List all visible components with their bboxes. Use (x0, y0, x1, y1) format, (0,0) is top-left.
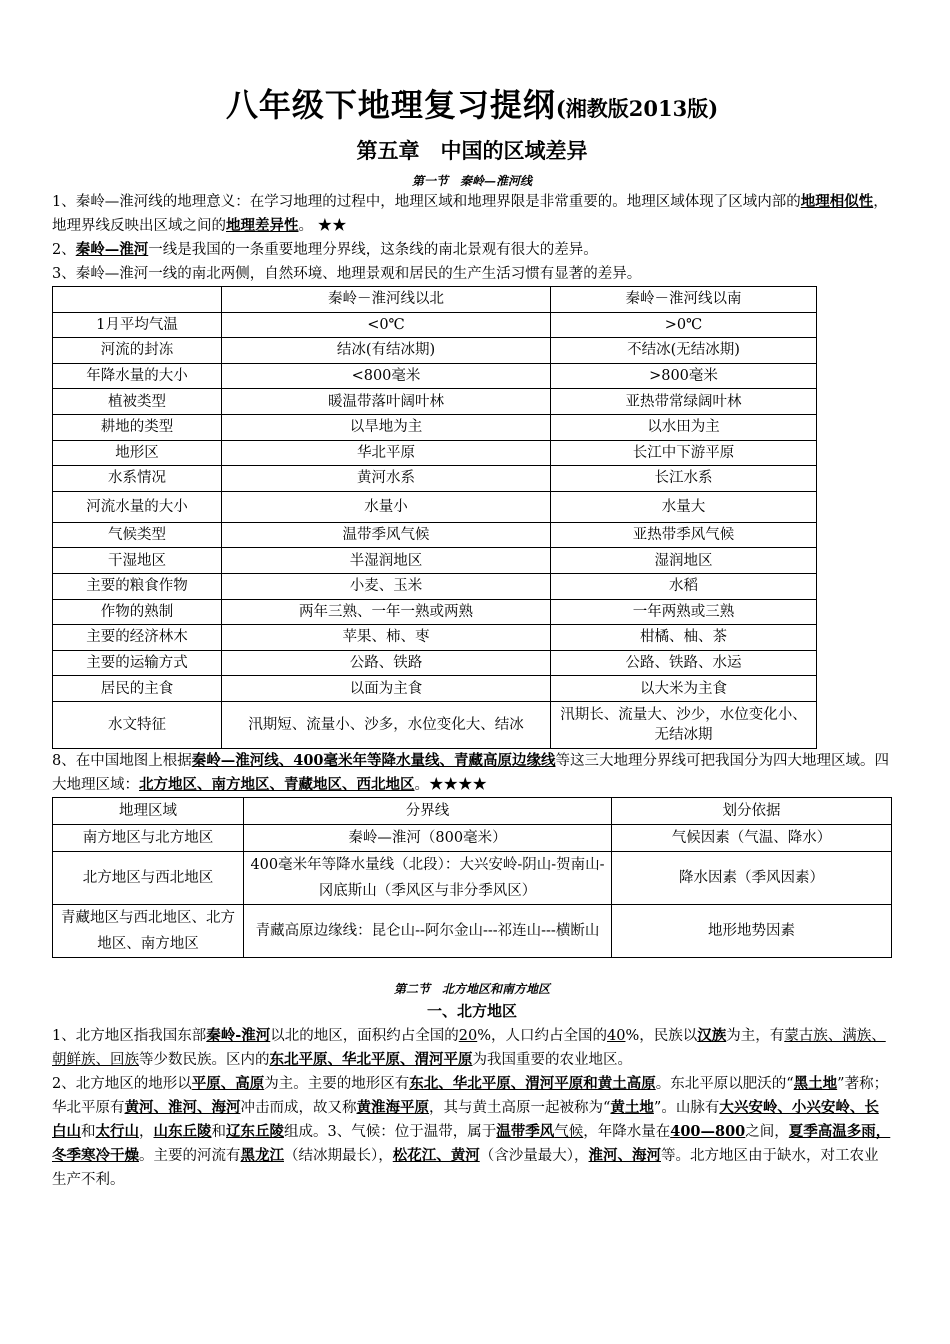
table-cell: 亚热带季风气候 (551, 522, 817, 548)
table-cell: 地形地势因素 (612, 904, 892, 957)
text-run: 等。北方地区由于缺水，对工农业生产不利。 (52, 1147, 879, 1188)
text-run: 温带季风 (496, 1122, 555, 1140)
table-cell: 公路、铁路 (222, 650, 551, 676)
table-cell: 公路、铁路、水运 (551, 650, 817, 676)
table-cell: 地形区 (53, 440, 222, 466)
table-row (53, 338, 817, 364)
section-heading-1: 第一节 秦岭—淮河线 (411, 174, 532, 188)
document-title (52, 84, 892, 130)
table-cell: 汛期长、流量大、沙少，水位变化小、无结冰期 (551, 701, 817, 748)
text-run: ，地理界线反映出区域之间的 (52, 194, 888, 234)
table-cell: 降水因素（季风因素） (612, 851, 892, 904)
table-cell: 以大米为主食 (551, 676, 817, 702)
table-cell: 河流的封冻 (53, 338, 222, 364)
table-row (53, 824, 892, 851)
table-cell: 主要的运输方式 (53, 650, 222, 676)
paragraph-2 (52, 238, 892, 262)
text-run: 和 (81, 1123, 96, 1140)
table-cell: <800毫米 (222, 363, 551, 389)
title-edition: (湘教版2013版) (555, 96, 719, 121)
text-run: 。 ★★ (298, 218, 347, 234)
table-row (53, 548, 817, 574)
table-cell: >800毫米 (551, 363, 817, 389)
table-row (53, 676, 817, 702)
text-run: 以北的地区，面积约占全国的 (270, 1027, 459, 1044)
subheading-north: 一、北方地区 (426, 1001, 517, 1020)
text-run: 和 (211, 1123, 226, 1140)
table-row (53, 440, 817, 466)
table-cell: 秦岭—淮河（800毫米） (244, 824, 612, 851)
text-run: 1、北方地区指我国东部 (52, 1027, 207, 1044)
table-cell: 两年三熟、一年一熟或两熟 (222, 599, 551, 625)
table-cell: 小麦、玉米 (222, 573, 551, 599)
table-cell: 长江中下游平原 (551, 440, 817, 466)
table-cell: 居民的主食 (53, 676, 222, 702)
north-paragraph-2 (52, 1072, 892, 1192)
text-run: 夏季高温多雨，冬季寒冷干燥 (52, 1122, 891, 1164)
table-cell: >0℃ (551, 312, 817, 338)
table-row (53, 312, 817, 338)
text-run: 蒙古族、满族、朝鲜族、回族 (52, 1027, 886, 1068)
text-run: 秦岭—淮河 (75, 241, 149, 258)
table-row (53, 389, 817, 415)
table-cell: 长江水系 (551, 466, 817, 492)
text-run: 淮河、海河 (588, 1146, 661, 1164)
table-cell: 以水田为主 (551, 414, 817, 440)
table-cell: 1月平均气温 (53, 312, 222, 338)
table-cell: 以旱地为主 (222, 414, 551, 440)
text-run: 地理相似性 (800, 193, 874, 210)
table-cell: 秦岭－淮河线以北 (222, 287, 551, 313)
table-cell: 结冰(有结冰期) (222, 338, 551, 364)
title-main: 八年级下地理复习提纲 (225, 86, 556, 124)
table-cell: 主要的粮食作物 (53, 573, 222, 599)
text-run: 秦岭-淮河 (206, 1026, 271, 1044)
text-run: 汉族 (697, 1026, 727, 1044)
table-cell: 水文特征 (53, 701, 222, 748)
text-run: 2、 (52, 242, 76, 258)
text-run: 2、北方地区的地形以 (52, 1075, 192, 1092)
table-row (53, 414, 817, 440)
text-run: 平原、高原 (191, 1074, 265, 1092)
table-row (53, 851, 892, 904)
text-run: 黄河、淮河、海河 (124, 1098, 241, 1116)
text-run: 40 (607, 1027, 626, 1044)
table-cell: 干湿地区 (53, 548, 222, 574)
text-run: 为我国重要的农业地区。 (472, 1051, 632, 1068)
table-cell: 黄河水系 (222, 466, 551, 492)
table-cell (53, 287, 222, 313)
comparison-table (52, 286, 817, 749)
text-run: 辽东丘陵 (226, 1122, 284, 1140)
table-cell: 华北平原 (222, 440, 551, 466)
text-run: ，年降水量在 (583, 1123, 671, 1140)
text-run: 气候 (554, 1123, 584, 1140)
table-cell: 气候因素（气温、降水） (612, 824, 892, 851)
text-run: 等这三大地理分界线可把我国分为四大地理区域。四大地理区域： (52, 752, 889, 793)
table-row (53, 363, 817, 389)
text-run: 。主要的河流有 (139, 1147, 241, 1164)
table-cell: 水量大 (551, 491, 817, 522)
table-cell: 地理区域 (53, 797, 244, 824)
text-run: 20 (458, 1027, 478, 1044)
table-cell: 秦岭－淮河线以南 (551, 287, 817, 313)
text-run: 北方地区、南方地区、青藏地区、西北地区 (139, 775, 415, 793)
text-run: 组成。3、气候：位于温带，属于 (284, 1123, 497, 1140)
text-run: 大兴安岭、小兴安岭、长白山 (52, 1098, 879, 1140)
table-cell: 水系情况 (53, 466, 222, 492)
text-run: 冲击而成，故又称 (240, 1099, 357, 1116)
table-cell: 400毫米年等降水量线（北段）：大兴安岭-阴山-贺南山-冈底斯山（季风区与非分季风区） (244, 851, 612, 904)
table-cell: 湿润地区 (551, 548, 817, 574)
text-run: （结冰期最长）， (284, 1147, 393, 1164)
text-run: 8、在中国地图上根据 (52, 752, 192, 769)
table-cell: 青藏地区与西北地区、北方地区、南方地区 (53, 904, 244, 957)
table-row (53, 573, 817, 599)
table-cell: 暖温带落叶阔叶林 (222, 389, 551, 415)
paragraph-3: 3、秦岭—淮河一线的南北两侧，自然环境、地理景观和居民的生产生活习惯有显著的差异。 (52, 266, 642, 282)
text-run: 黑土地 (793, 1074, 838, 1092)
region-table (52, 797, 892, 958)
table-row (53, 701, 817, 748)
text-run: 400—800 (670, 1122, 746, 1140)
table-cell: 年降水量的大小 (53, 363, 222, 389)
text-run: ”著称；华北平原有 (52, 1075, 889, 1116)
table-cell: 半湿润地区 (222, 548, 551, 574)
table-cell: 不结冰(无结冰期) (551, 338, 817, 364)
table-cell: 汛期短、流量小、沙多，水位变化大、结冰 (222, 701, 551, 748)
text-run: 。★★★★ (414, 776, 487, 793)
text-run: ，其与黄土高原一起被称为“ (429, 1099, 611, 1116)
table-cell: 水稻 (551, 573, 817, 599)
text-run: 为主，有 (726, 1027, 785, 1044)
text-run: %，民族以 (625, 1027, 698, 1044)
table-row (53, 599, 817, 625)
text-run: 黄土地 (610, 1098, 654, 1116)
text-run: 地理差异性 (226, 217, 299, 234)
text-run: 东北、华北平原、渭河平原和黄土高原 (409, 1074, 656, 1092)
table-cell: 以面为主食 (222, 676, 551, 702)
table-row (53, 650, 817, 676)
table-cell: 河流水量的大小 (53, 491, 222, 522)
table-cell: 一年两熟或三熟 (551, 599, 817, 625)
table-header-row (53, 287, 817, 313)
text-run: 松花江、黄河 (392, 1146, 480, 1164)
table-cell: 主要的经济林木 (53, 625, 222, 651)
text-run: 。东北平原以肥沃的“ (655, 1075, 794, 1092)
text-run: 黑龙江 (240, 1146, 284, 1164)
table-cell: 水量小 (222, 491, 551, 522)
north-paragraph-1 (52, 1024, 892, 1072)
table-cell: 南方地区与北方地区 (53, 824, 244, 851)
table-cell: <0℃ (222, 312, 551, 338)
table-cell: 划分依据 (612, 797, 892, 824)
document-page (52, 84, 892, 1192)
chapter-heading: 第五章 中国的区域差异 (356, 139, 588, 163)
text-run: 东北平原、华北平原、渭河平原 (269, 1050, 473, 1068)
text-run: %，人口约占全国的 (477, 1027, 607, 1044)
text-run: ”。山脉有 (653, 1099, 720, 1116)
paragraph-1 (52, 190, 892, 238)
table-row (53, 466, 817, 492)
text-run: 山东丘陵 (153, 1122, 212, 1140)
table-cell: 青藏高原边缘线：昆仑山--阿尔金山---祁连山---横断山 (244, 904, 612, 957)
table-row (53, 522, 817, 548)
text-run: 之间， (745, 1123, 789, 1140)
table-cell: 分界线 (244, 797, 612, 824)
table-cell: 气候类型 (53, 522, 222, 548)
text-run: 1、秦岭—淮河线的地理意义：在学习地理的过程中，地理区域和地理界限是非常重要的。地理区域体现了区域内部的 (52, 194, 801, 210)
section-heading-2: 第二节 北方地区和南方地区 (393, 981, 550, 996)
table-cell: 作物的熟制 (53, 599, 222, 625)
text-run: 等少数民族。区内的 (139, 1051, 270, 1068)
text-run: 黄淮海平原 (356, 1098, 429, 1116)
table-cell: 柑橘、柚、茶 (551, 625, 817, 651)
text-run: 太行山 (95, 1122, 139, 1140)
table-row (53, 491, 817, 522)
table-cell: 温带季风气候 (222, 522, 551, 548)
text-run: ， (139, 1123, 154, 1140)
text-run: 为主。主要的地形区有 (264, 1075, 410, 1092)
table-cell: 耕地的类型 (53, 414, 222, 440)
text-run: （含沙量最大）， (479, 1147, 589, 1164)
table-row (53, 625, 817, 651)
paragraph-8 (52, 749, 892, 797)
table-cell: 北方地区与西北地区 (53, 851, 244, 904)
text-run: 一线是我国的一条重要地理分界线，这条线的南北景观有很大的差异。 (148, 242, 598, 258)
table-cell: 亚热带常绿阔叶林 (551, 389, 817, 415)
table-cell: 植被类型 (53, 389, 222, 415)
table-header-row (53, 797, 892, 824)
text-run: 秦岭—淮河线、400毫米年等降水量线、青藏高原边缘线 (191, 751, 556, 769)
table-cell: 苹果、柿、枣 (222, 625, 551, 651)
table-row (53, 904, 892, 957)
